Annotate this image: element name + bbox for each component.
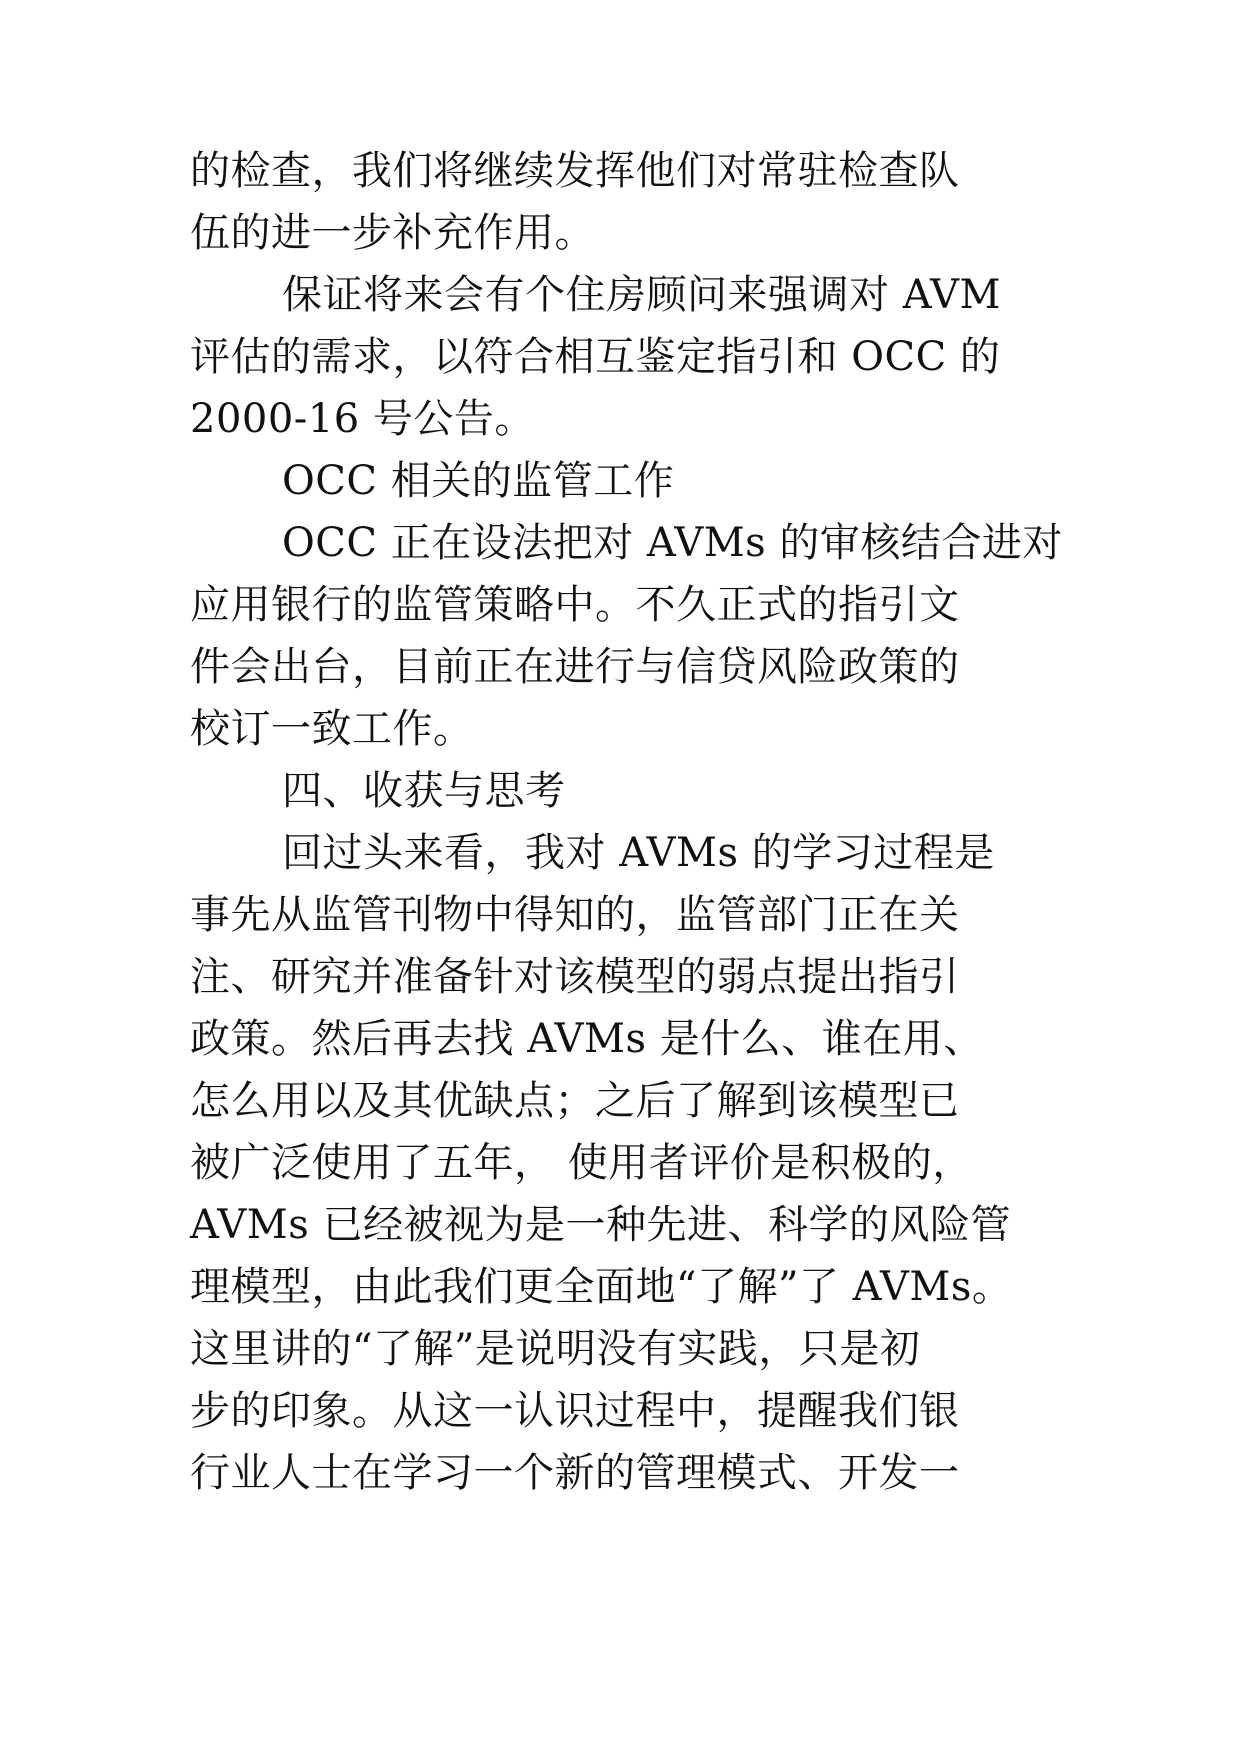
text-line: 被广泛使用了五年， 使用者评价是积极的， xyxy=(190,1140,973,1186)
text-line: 应用银行的监管策略中。不久正式的指引文 xyxy=(190,582,960,628)
paragraph-start-line: OCC 正在设法把对 AVMs 的审核结合进对 xyxy=(282,520,1063,566)
text-line: 件会出台，目前正在进行与信贷风险政策的 xyxy=(190,644,960,690)
paragraph-start-line: 保证将来会有个住房顾问来强调对 AVM xyxy=(282,272,1001,318)
text-line: 行业人士在学习一个新的管理模式、开发一 xyxy=(190,1450,960,1496)
text-line: 怎么用以及其优缺点；之后了解到该模型已 xyxy=(190,1078,960,1124)
text-line: 事先从监管刊物中得知的，监管部门正在关 xyxy=(190,892,960,938)
text-line: 注、研究并准备针对该模型的弱点提出指引 xyxy=(190,954,960,1000)
section-heading: OCC 相关的监管工作 xyxy=(282,458,675,504)
text-line: 校订一致工作。 xyxy=(190,706,474,752)
text-line: 评估的需求，以符合相互鉴定指引和 OCC 的 xyxy=(190,334,1001,380)
section-heading: 四、收获与思考 xyxy=(282,768,566,814)
text-line: 的检查，我们将继续发挥他们对常驻检查队 xyxy=(190,148,960,194)
text-line: AVMs 已经被视为是一种先进、科学的风险管 xyxy=(190,1202,1011,1248)
text-line: 这里讲的“了解”是说明没有实践，只是初 xyxy=(190,1326,921,1372)
text-line: 理模型，由此我们更全面地“了解”了 AVMs。 xyxy=(190,1264,1013,1310)
text-line: 2000-16 号公告。 xyxy=(190,396,535,442)
text-line: 步的印象。从这一认识过程中，提醒我们银 xyxy=(190,1388,960,1434)
text-line: 政策。然后再去找 AVMs 是什么、谁在用、 xyxy=(190,1016,984,1062)
paragraph-start-line: 回过头来看，我对 AVMs 的学习过程是 xyxy=(282,830,995,876)
text-line: 伍的进一步补充作用。 xyxy=(190,210,595,256)
document-body xyxy=(190,140,1070,1504)
